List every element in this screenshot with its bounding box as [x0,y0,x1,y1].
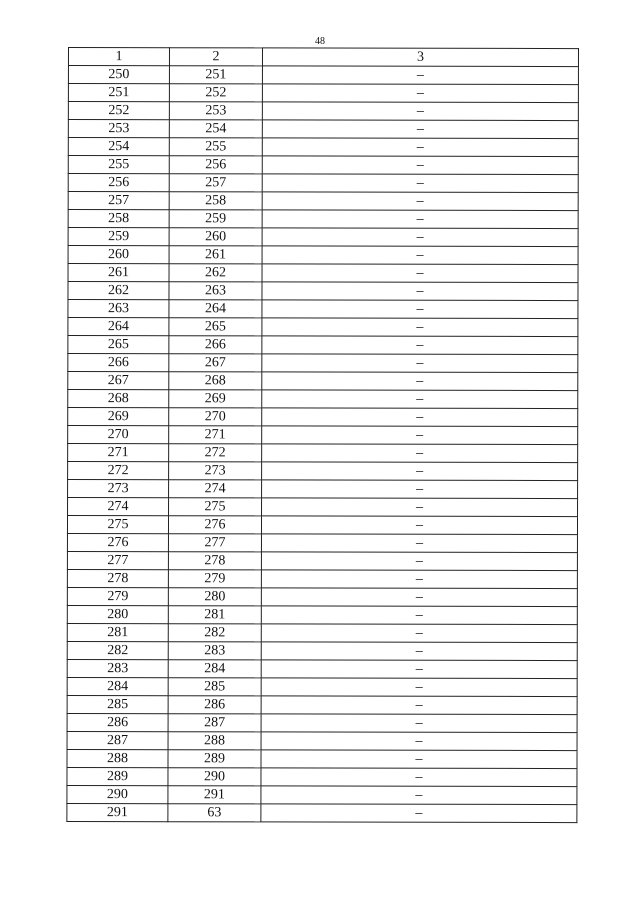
table-cell-col-2: 283 [168,642,261,660]
table-row [68,192,578,211]
table-cell-col-1: 287 [67,731,168,749]
table-row [67,641,577,660]
table-cell-col-2: 287 [168,714,261,732]
table-cell-col-3: – [261,732,577,751]
table-cell-col-1: 271 [68,444,169,462]
table-cell-col-3: – [261,606,577,625]
table-cell-col-1: 281 [67,623,168,641]
table-cell-col-2: 256 [169,156,262,174]
table-cell-col-1: 275 [67,516,168,534]
data-table-container [66,47,578,823]
table-cell-col-3: – [261,714,577,733]
table-cell-col-3: – [261,696,577,715]
table-cell-col-2: 273 [169,462,262,480]
table-cell-col-1: 256 [68,174,169,192]
table-cell-col-1: 261 [68,264,169,282]
table-cell-col-3: – [262,138,578,157]
table-row [67,516,577,535]
column-header-1: 1 [68,48,169,66]
table-cell-col-2: 282 [168,624,261,642]
table-cell-col-1: 280 [67,605,168,623]
table-header-row [68,48,578,67]
table-cell-col-1: 290 [67,785,168,803]
column-header-3: 3 [262,48,578,67]
table-cell-col-1: 254 [68,138,169,156]
column-header-2: 2 [169,48,262,66]
table-cell-col-3: – [262,372,578,391]
table-cell-col-3: – [262,300,578,319]
table-cell-col-2: 277 [168,534,261,552]
table-cell-col-1: 291 [67,803,168,821]
table-cell-col-1: 289 [67,767,168,785]
table-row [67,785,577,804]
table-cell-col-3: – [261,660,577,679]
table-cell-col-3: – [262,336,578,355]
table-cell-col-3: – [262,390,578,409]
table-cell-col-1: 278 [67,569,168,587]
table-cell-col-1: 277 [67,551,168,569]
table-cell-col-2: 263 [169,282,262,300]
table-cell-col-3: – [262,318,578,337]
table-cell-col-3: – [261,552,577,571]
table-row [68,300,578,319]
table-row [68,228,578,247]
table-row [68,174,578,193]
table-cell-col-2: 289 [168,750,261,768]
table-row [67,659,577,678]
table-cell-col-3: – [262,282,578,301]
table-cell-col-2: 266 [169,336,262,354]
table-row [67,713,577,732]
table-cell-col-1: 269 [68,408,169,426]
table-cell-col-1: 273 [68,480,169,498]
table-cell-col-2: 259 [169,210,262,228]
table-cell-col-1: 264 [68,318,169,336]
table-cell-col-2: 63 [168,804,261,822]
page-number: 48 [315,36,325,47]
table-cell-col-1: 258 [68,210,169,228]
table-row [68,120,578,139]
table-cell-col-3: – [261,804,577,823]
table-cell-col-3: – [262,498,578,517]
table-row [68,66,578,85]
table-cell-col-1: 251 [68,84,169,102]
table-cell-col-1: 263 [68,300,169,318]
table-cell-col-1: 262 [68,282,169,300]
table-cell-col-3: – [261,516,577,535]
table-cell-col-3: – [262,462,578,481]
table-cell-col-1: 286 [67,713,168,731]
table-cell-col-2: 269 [169,390,262,408]
table-cell-col-3: – [261,534,577,553]
table-cell-col-1: 279 [67,587,168,605]
table-cell-col-1: 270 [68,426,169,444]
table-cell-col-2: 284 [168,660,261,678]
data-table [66,47,579,823]
table-row [68,336,578,355]
table-row [68,282,578,301]
table-cell-col-3: – [262,156,578,175]
table-cell-col-1: 265 [68,336,169,354]
table-row [67,749,577,768]
table-row [68,444,578,463]
table-cell-col-2: 279 [168,570,261,588]
table-cell-col-2: 254 [169,120,262,138]
table-cell-col-3: – [262,228,578,247]
table-cell-col-3: – [261,678,577,697]
table-cell-col-2: 290 [168,768,261,786]
table-cell-col-1: 253 [68,120,169,138]
table-cell-col-1: 267 [68,372,169,390]
table-row [68,498,578,517]
table-cell-col-3: – [262,84,578,103]
table-cell-col-2: 260 [169,228,262,246]
table-row [67,803,577,822]
table-row [67,534,577,553]
table-row [68,246,578,265]
table-cell-col-1: 255 [68,156,169,174]
table-cell-col-3: – [261,588,577,607]
table-cell-col-3: – [262,210,578,229]
table-cell-col-2: 281 [168,606,261,624]
table-cell-col-3: – [262,102,578,121]
table-cell-col-3: – [261,642,577,661]
table-cell-col-2: 251 [169,66,262,84]
table-body [67,66,579,823]
table-cell-col-1: 284 [67,677,168,695]
table-row [67,587,577,606]
table-cell-col-3: – [262,354,578,373]
table-cell-col-1: 257 [68,192,169,210]
table-cell-col-2: 268 [169,372,262,390]
table-row [67,695,577,714]
table-row [68,318,578,337]
table-cell-col-2: 265 [169,318,262,336]
table-cell-col-2: 264 [169,300,262,318]
table-row [67,623,577,642]
table-cell-col-2: 267 [169,354,262,372]
table-cell-col-2: 258 [169,192,262,210]
table-cell-col-2: 285 [168,678,261,696]
table-row [68,264,578,283]
table-cell-col-1: 274 [68,498,169,516]
table-cell-col-3: – [262,192,578,211]
table-cell-col-2: 262 [169,264,262,282]
table-cell-col-2: 271 [169,426,262,444]
table-cell-col-1: 252 [68,102,169,120]
table-cell-col-3: – [261,750,577,769]
table-cell-col-2: 288 [168,732,261,750]
table-row [68,210,578,229]
table-cell-col-3: – [261,786,577,805]
table-cell-col-1: 266 [68,354,169,372]
table-cell-col-2: 252 [169,84,262,102]
table-cell-col-3: – [262,246,578,265]
table-row [68,390,578,409]
table-cell-col-1: 260 [68,246,169,264]
table-cell-col-2: 272 [169,444,262,462]
table-cell-col-1: 282 [67,641,168,659]
table-row [68,462,578,481]
table-cell-col-1: 285 [67,695,168,713]
table-row [67,551,577,570]
table-cell-col-1: 276 [67,534,168,552]
table-cell-col-3: – [262,120,578,139]
table-row [67,677,577,696]
table-cell-col-1: 250 [68,66,169,84]
table-row [68,426,578,445]
table-cell-col-2: 255 [169,138,262,156]
table-cell-col-3: – [262,408,578,427]
table-cell-col-3: – [262,174,578,193]
table-cell-col-2: 280 [168,588,261,606]
table-cell-col-1: 259 [68,228,169,246]
table-cell-col-2: 274 [169,480,262,498]
table-row [67,767,577,786]
table-row [67,731,577,750]
table-cell-col-1: 272 [68,462,169,480]
table-row [68,156,578,175]
table-cell-col-1: 288 [67,749,168,767]
table-cell-col-1: 268 [68,390,169,408]
table-cell-col-2: 275 [169,498,262,516]
table-cell-col-3: – [261,570,577,589]
table-row [68,480,578,499]
table-cell-col-2: 278 [168,552,261,570]
table-cell-col-3: – [262,426,578,445]
table-row [68,102,578,121]
table-row [67,605,577,624]
table-cell-col-2: 253 [169,102,262,120]
table-cell-col-2: 261 [169,246,262,264]
table-cell-col-2: 257 [169,174,262,192]
table-cell-col-2: 270 [169,408,262,426]
table-row [68,138,578,157]
table-row [67,569,577,588]
table-row [68,354,578,373]
table-row [68,84,578,103]
table-cell-col-3: – [262,264,578,283]
table-cell-col-3: – [262,480,578,499]
table-cell-col-2: 286 [168,696,261,714]
table-row [68,408,578,427]
table-cell-col-1: 283 [67,659,168,677]
table-cell-col-2: 291 [168,786,261,804]
table-cell-col-3: – [261,768,577,787]
table-cell-col-3: – [261,624,577,643]
table-cell-col-2: 276 [168,516,261,534]
table-row [68,372,578,391]
table-cell-col-3: – [262,66,578,85]
table-cell-col-3: – [262,444,578,463]
